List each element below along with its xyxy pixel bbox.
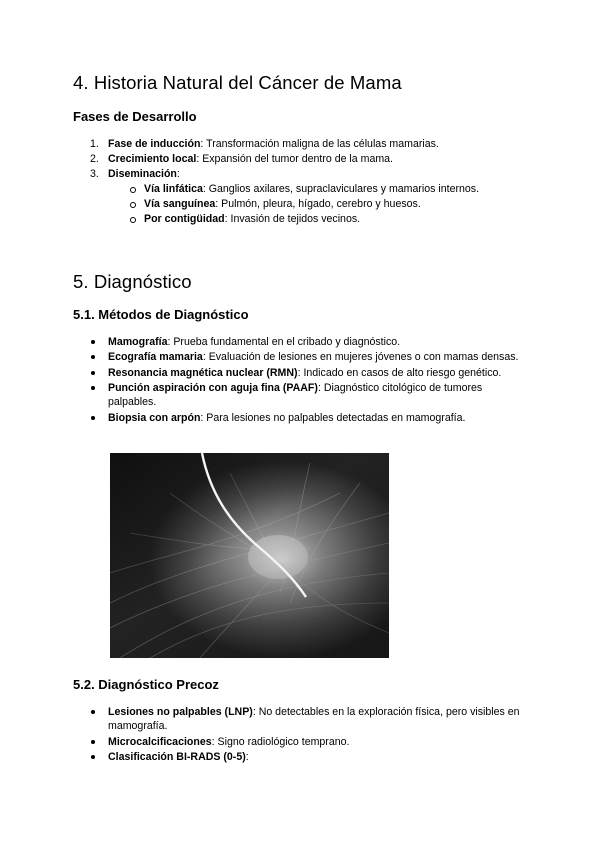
item-text: : <box>245 750 249 763</box>
item-label: Clasificación BI-RADS (0-5) <box>108 750 246 763</box>
bullet-icon <box>91 371 95 375</box>
bullet-icon <box>91 355 95 359</box>
circle-bullet-icon <box>130 217 136 223</box>
list-item <box>73 366 528 380</box>
item-label: Fase de inducción <box>108 138 201 150</box>
xray-illustration <box>110 453 389 658</box>
circle-bullet-icon <box>130 187 136 193</box>
bullet-icon <box>91 416 95 420</box>
item-text: : Pulmón, pleura, hígado, cerebro y huesos. <box>215 198 421 210</box>
section-5-2-title: 5.2. Diagnóstico Precoz <box>73 677 219 692</box>
item-label: Vía sanguínea <box>144 198 216 210</box>
section-5-1-title: 5.1. Métodos de Diagnóstico <box>73 307 249 322</box>
item-text: : Ganglios axilares, supraclaviculares y mamarios internos. <box>202 183 480 195</box>
bullet-icon <box>91 340 95 344</box>
section-4-subtitle: Fases de Desarrollo <box>73 109 197 124</box>
item-label: Lesiones no palpables (LNP) <box>108 706 253 718</box>
list-item <box>73 735 528 749</box>
item-label: Vía linfática <box>144 183 203 195</box>
item-label: Biopsia con arpón <box>108 411 201 424</box>
item-text: : No detectables en la exploración física, pero visibles en mamografía. <box>108 706 520 733</box>
bullet-icon <box>91 386 95 390</box>
item-text: : Signo radiológico temprano. <box>211 735 350 748</box>
list-item <box>73 167 543 227</box>
list-item <box>73 137 543 152</box>
list-item <box>73 381 528 409</box>
item-label: Microcalcificaciones <box>108 735 212 748</box>
bullet-icon <box>91 755 95 759</box>
item-text: : Transformación maligna de las células mamarias. <box>200 138 439 150</box>
bullet-icon <box>91 710 95 714</box>
item-text: : Expansión del tumor dentro de la mama. <box>196 153 393 165</box>
item-text: : Diagnóstico citológico de tumores palpables. <box>108 382 483 409</box>
early-diagnosis-list <box>73 705 528 765</box>
dissemination-sublist <box>108 182 543 227</box>
item-label: Por contigüidad <box>144 213 225 225</box>
list-item <box>73 705 528 733</box>
section-5-title: 5. Diagnóstico <box>73 271 192 292</box>
circle-bullet-icon <box>130 202 136 208</box>
sub-list-item <box>73 197 543 212</box>
item-label: Mamografía <box>108 336 168 348</box>
item-text: : Evaluación de lesiones en mujeres jóvenes o con mamas densas. <box>202 351 519 364</box>
section-4-title: 4. Historia Natural del Cáncer de Mama <box>73 72 402 93</box>
item-number: 1. <box>90 138 99 150</box>
list-item <box>73 750 528 764</box>
item-label: Diseminación <box>108 168 177 180</box>
list-item <box>73 411 528 425</box>
item-number: 3. <box>90 168 99 180</box>
item-label: Crecimiento local <box>108 153 197 165</box>
item-text: : <box>176 168 180 180</box>
list-item <box>73 152 543 167</box>
item-number: 2. <box>90 153 99 165</box>
mammography-harpoon-image <box>110 453 389 658</box>
sub-list-item <box>73 212 543 227</box>
item-text: : Invasión de tejidos vecinos. <box>224 213 361 225</box>
item-label: Resonancia magnética nuclear (RMN) <box>108 366 298 379</box>
sub-list-item <box>73 182 543 197</box>
item-text: : Para lesiones no palpables detectadas en mamografía. <box>200 411 466 424</box>
development-phases-list <box>73 137 543 227</box>
item-text: : Indicado en casos de alto riesgo genético. <box>297 366 502 379</box>
diagnosis-methods-list <box>73 335 528 426</box>
bullet-icon <box>91 740 95 744</box>
item-label: Punción aspiración con aguja fina (PAAF) <box>108 382 318 395</box>
item-label: Ecografía mamaria <box>108 351 203 364</box>
list-item <box>73 350 528 364</box>
list-item <box>73 335 528 349</box>
item-text: : Prueba fundamental en el cribado y diagnóstico. <box>167 336 401 348</box>
